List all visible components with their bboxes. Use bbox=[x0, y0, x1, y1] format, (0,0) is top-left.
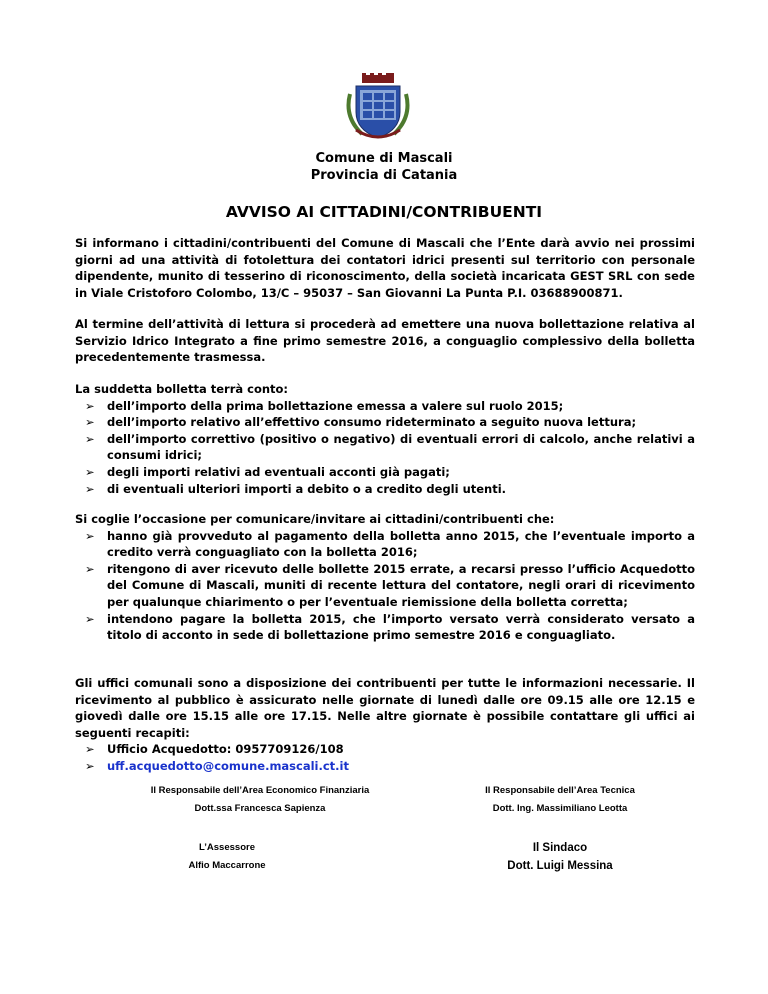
arrow-bullet-icon: ➢ bbox=[85, 528, 95, 543]
citizen-notice-section bbox=[75, 511, 695, 644]
list-item: ➢ intendono pagare la bolletta 2015, che l’importo versato verrà considerato versato a titolo di acconto in sede di bollettazione primo semestre 2016 e conguagliato. bbox=[85, 611, 695, 643]
signature-role: Il Responsabile dell’Area Tecnica bbox=[485, 785, 635, 796]
email-link[interactable]: uff.acquedotto@comune.mascali.ct.it bbox=[107, 758, 349, 773]
signature-role: Il Sindaco bbox=[532, 842, 588, 854]
list-item bbox=[75, 741, 695, 758]
technical-signature bbox=[460, 783, 660, 817]
municipality-name: Comune di Mascali bbox=[315, 151, 453, 166]
list-item: ➢ di eventuali ulteriori importi a debito o a credito degli utenti. bbox=[85, 481, 507, 496]
arrow-bullet-icon: ➢ bbox=[85, 415, 95, 430]
list-item: ➢ hanno già provveduto al pagamento della bolletta anno 2015, che l’eventuale importo a credito verrà conguagliato con la bolletta 2016; bbox=[85, 528, 695, 560]
mayor-signature bbox=[460, 840, 660, 874]
arrow-bullet-icon: ➢ bbox=[85, 758, 95, 773]
bill-contents-intro: La suddetta bolletta terrà conto: bbox=[75, 382, 289, 396]
arrow-bullet-icon: ➢ bbox=[85, 742, 95, 757]
list-item bbox=[75, 758, 695, 775]
signature-role: Il Responsabile dell’Area Economico Finanziaria bbox=[150, 785, 370, 796]
intro-paragraph: Si informano i cittadini/contribuenti del Comune di Mascali che l’Ente darà avvio nei prossimi giorni ad una attività di fotolettura dei contatori idrici presenti sul territorio con personale dipendente, munito di tesserino di riconoscimento, della società incaricata GEST SRL con sede in Viale Cristoforo Colombo, 13/C – 95037 – San Giovanni La Punta P.I. 03688900871. bbox=[75, 236, 695, 300]
signature-name: Alfio Maccarrone bbox=[188, 860, 266, 871]
citizen-notice-list bbox=[75, 528, 695, 644]
billing-paragraph: Al termine dell’attività di lettura si procederà ad emettere una nuova bollettazione relativa al Servizio Idrico Integrato a fine primo semestre 2016, a conguaglio complessivo della bolletta precedentemente trasmessa. bbox=[75, 317, 695, 365]
finance-signature bbox=[110, 783, 410, 817]
signature-name: Dott.ssa Francesca Sapienza bbox=[194, 803, 326, 814]
assessor-signature bbox=[110, 840, 344, 874]
citizen-notice-intro: Si coglie l’occasione per comunicare/invitare ai cittadini/contribuenti che: bbox=[75, 512, 555, 526]
list-item: ➢ degli importi relativi ad eventuali acconti già pagati; bbox=[85, 464, 450, 479]
contacts-paragraph: Gli uffici comunali sono a disposizione dei contribuenti per tutte le informazioni necessarie. Il ricevimento al pubblico è assicurato nelle giornate di lunedì dalle ore 09.15 alle ore 12.15 e giovedì dalle ore 15.15 alle ore 17.15. Nelle altre giornate è possibile contattare gli uffici ai seguenti recapiti: bbox=[75, 676, 695, 740]
bill-contents-list bbox=[75, 398, 695, 498]
list-item: ➢ dell’importo correttivo (positivo o negativo) di eventuali errori di calcolo, anche relativi a consumi idrici; bbox=[85, 431, 695, 463]
arrow-bullet-icon: ➢ bbox=[85, 464, 95, 479]
arrow-bullet-icon: ➢ bbox=[85, 431, 95, 446]
arrow-bullet-icon: ➢ bbox=[85, 611, 95, 626]
list-item: ➢ dell’importo della prima bollettazione emessa a valere sul ruolo 2015; bbox=[85, 398, 564, 413]
phone-contact: Ufficio Acquedotto: 0957709126/108 bbox=[107, 742, 344, 757]
arrow-bullet-icon: ➢ bbox=[85, 561, 95, 576]
arrow-bullet-icon: ➢ bbox=[85, 481, 95, 496]
notice-title: AVVISO AI CITTADINI/CONTRIBUENTI bbox=[225, 203, 543, 221]
province-name: Provincia di Catania bbox=[310, 168, 458, 183]
municipal-coat-of-arms-icon bbox=[342, 72, 414, 142]
list-item: ➢ dell’importo relativo all’effettivo consumo rideterminato a seguito nuova lettura; bbox=[85, 415, 637, 430]
list-item: ➢ ritengono di aver ricevuto delle bollette 2015 errate, a recarsi presso l’ufficio Acquedotto del Comune di Mascali, muniti di recente lettura del contatore, negli orari di ricevimento per qualunque chiarimento o per l’eventuale riemissione della bolletta corretta; bbox=[85, 561, 695, 609]
contacts-list bbox=[75, 741, 695, 774]
signature-name: Dott. Luigi Messina bbox=[507, 860, 613, 872]
bill-contents-section bbox=[75, 381, 695, 497]
signature-role: L’Assessore bbox=[199, 842, 255, 853]
signature-name: Dott. Ing. Massimiliano Leotta bbox=[492, 803, 628, 814]
arrow-bullet-icon: ➢ bbox=[85, 398, 95, 413]
contacts-section bbox=[75, 675, 695, 775]
